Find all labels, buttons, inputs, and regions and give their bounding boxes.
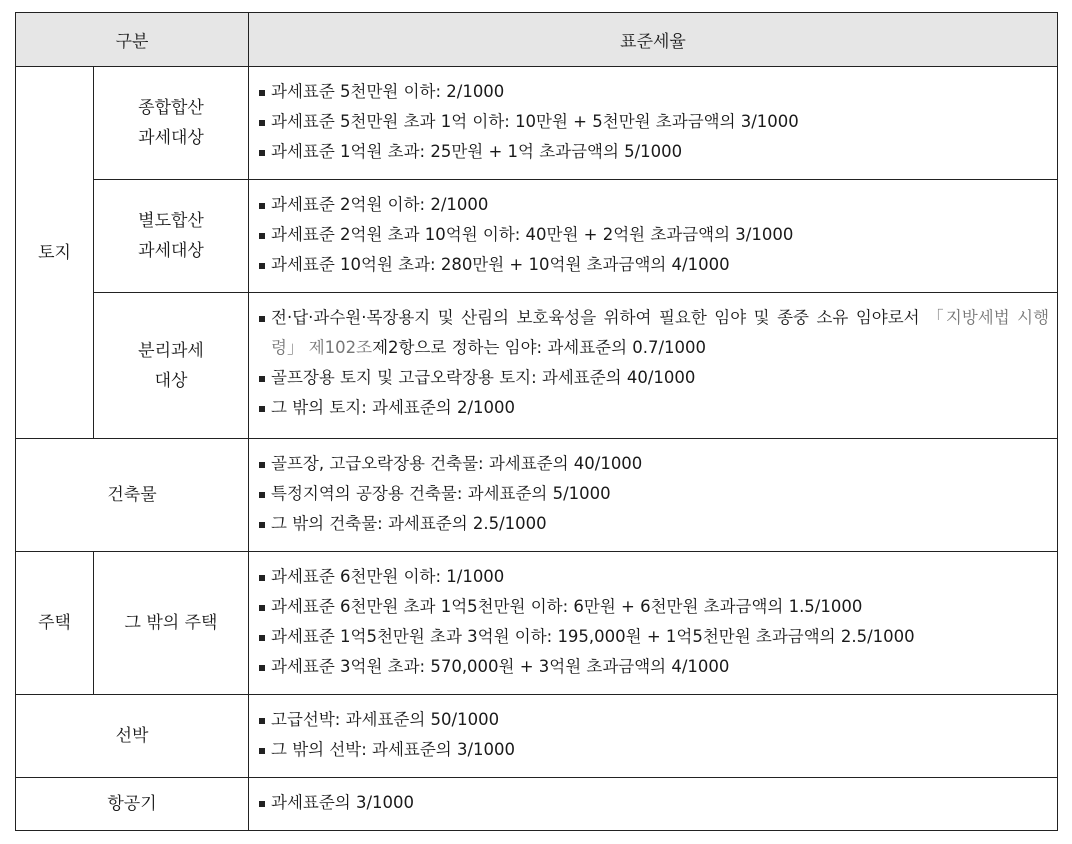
subcategory-comprehensive (94, 67, 249, 180)
row-building (16, 439, 1058, 552)
rates-separate (249, 180, 1058, 293)
bullet-icon (259, 522, 265, 528)
subcategory-label-line1: 분리과세 (138, 340, 204, 361)
list-item: 골프장용 토지 및 고급오락장용 토지: 과세표준의 40/1000 (259, 363, 1049, 393)
bullet-icon (259, 316, 265, 322)
subcategory-label-line1: 별도합산 (138, 211, 204, 231)
bullet-icon (259, 462, 265, 468)
bullet-icon (259, 575, 265, 581)
row-housing (16, 552, 1058, 695)
list-item: 과세표준 5천만원 이하: 2/1000 (259, 77, 1049, 107)
rates-housing (249, 552, 1058, 695)
bullet-icon (259, 120, 265, 126)
bullet-icon (259, 406, 265, 412)
rates-building (249, 439, 1058, 552)
bullet-icon (259, 718, 265, 724)
list-item: 과세표준 5천만원 초과 1억 이하: 10만원 + 5천만원 초과금액의 3/1000 (259, 107, 1049, 137)
category-ship: 선박 (16, 695, 249, 778)
row-land-comprehensive (16, 67, 1058, 180)
subcategory-label-line2: 대상 (154, 370, 188, 391)
list-item: 과세표준 1억원 초과: 25만원 + 1억 초과금액의 5/1000 (259, 137, 1049, 167)
rates-ship (249, 695, 1058, 778)
list-item: 그 밖의 선박: 과세표준의 3/1000 (259, 735, 1049, 765)
row-ship (16, 695, 1058, 778)
subcategory-label-line1: 종합합산 (138, 98, 204, 118)
list-item: 과세표준의 3/1000 (259, 788, 1049, 818)
law-reference-link[interactable]: 「지방세법 시행령」 제102조 (271, 308, 1050, 357)
category-housing: 주택 (16, 552, 94, 695)
bullet-icon (259, 605, 265, 611)
tax-rate-table (15, 12, 1058, 831)
bullet-icon (259, 150, 265, 156)
bullet-icon (259, 263, 265, 269)
subcategory-other-housing: 그 밖의 주택 (94, 552, 249, 695)
bullet-icon (259, 90, 265, 96)
header-rate: 표준세율 (249, 13, 1058, 67)
list-item: 특정지역의 공장용 건축물: 과세표준의 5/1000 (259, 479, 1049, 509)
bullet-icon (259, 203, 265, 209)
subcategory-label-line2: 과세대상 (138, 241, 204, 261)
list-item: 과세표준 2억원 이하: 2/1000 (259, 190, 1049, 220)
list-item: 그 밖의 건축물: 과세표준의 2.5/1000 (259, 509, 1049, 539)
header-category: 구분 (16, 13, 249, 67)
category-aircraft: 항공기 (16, 778, 249, 831)
header-row (16, 13, 1058, 67)
list-item: 고급선박: 과세표준의 50/1000 (259, 705, 1049, 735)
subcategory-split (94, 293, 249, 439)
bullet-icon (259, 665, 265, 671)
list-item: 과세표준 10억원 초과: 280만원 + 10억원 초과금액의 4/1000 (259, 250, 1049, 280)
list-item: 과세표준 3억원 초과: 570,000원 + 3억원 초과금액의 4/1000 (259, 652, 1049, 682)
rates-split (249, 293, 1058, 439)
rates-aircraft (249, 778, 1058, 831)
list-item: 과세표준 1억5천만원 초과 3억원 이하: 195,000원 + 1억5천만원 초과금액의 2.5/1000 (259, 622, 1049, 652)
list-item: 골프장, 고급오락장용 건축물: 과세표준의 40/1000 (259, 449, 1049, 479)
row-land-split (16, 293, 1058, 439)
list-item: 그 밖의 토지: 과세표준의 2/1000 (259, 393, 1049, 423)
bullet-icon (259, 376, 265, 382)
list-item: 전·답·과수원·목장용지 및 산림의 보호육성을 위하여 필요한 임야 및 종중 소유 임야로서 「지방세법 시행령」 제102조제2항으로 정하는 임야: 과세표준의 0.7/1000 (259, 303, 1049, 363)
bullet-icon (259, 748, 265, 754)
bullet-icon (259, 801, 265, 807)
bullet-icon (259, 233, 265, 239)
bullet-icon (259, 492, 265, 498)
subcategory-separate (94, 180, 249, 293)
row-land-separate (16, 180, 1058, 293)
bullet-icon (259, 635, 265, 641)
list-item: 과세표준 2억원 초과 10억원 이하: 40만원 + 2억원 초과금액의 3/1000 (259, 220, 1049, 250)
list-item: 과세표준 6천만원 초과 1억5천만원 이하: 6만원 + 6천만원 초과금액의 1.5/1000 (259, 592, 1049, 622)
row-aircraft (16, 778, 1058, 831)
list-item: 과세표준 6천만원 이하: 1/1000 (259, 562, 1049, 592)
category-land: 토지 (16, 67, 94, 439)
rates-comprehensive (249, 67, 1058, 180)
category-building: 건축물 (16, 439, 249, 552)
subcategory-label-line2: 과세대상 (138, 128, 204, 148)
